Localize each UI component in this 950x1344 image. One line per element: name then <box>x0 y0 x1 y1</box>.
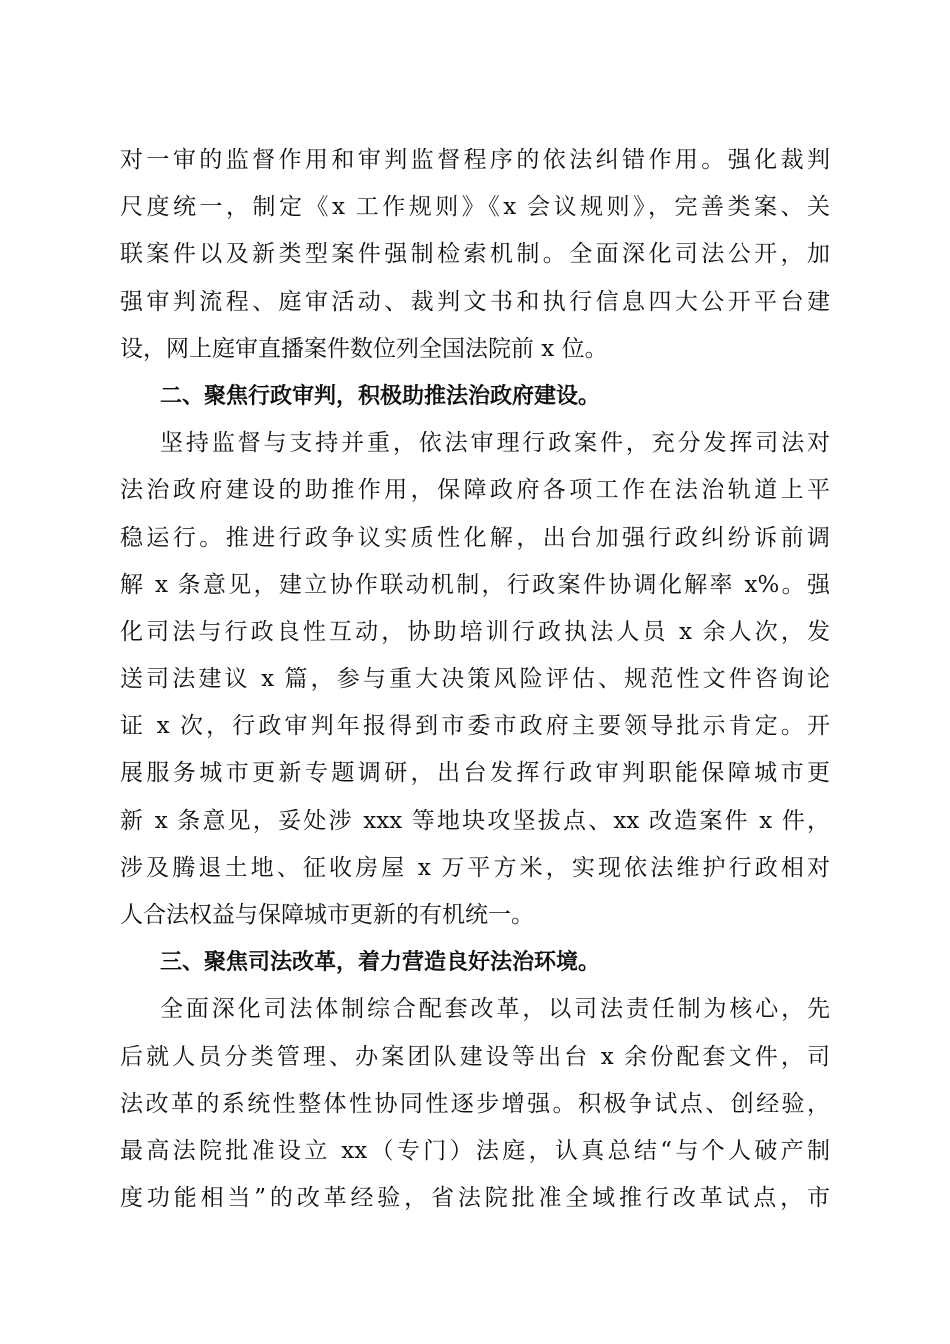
section-heading-3: 三、聚焦司法改革，着力营造良好法治环境。 <box>160 950 601 976</box>
paragraph-line: 联案件以及新类型案件强制检索机制。全面深化司法公开，加 <box>120 241 830 268</box>
paragraph-line: 新 x 条意见，妥处涉 xxx 等地块攻坚拔点、xx 改造案件 x 件， <box>120 807 830 834</box>
paragraph-line: 最高法院批准设立 xx（专门）法庭，认真总结“与个人破产制 <box>120 1137 830 1164</box>
paragraph-line: 解 x 条意见，建立协作联动机制，行政案件协调化解率 x%。强 <box>120 571 830 598</box>
paragraph-line: 送司法建议 x 篇，参与重大决策风险评估、规范性文件咨询论 <box>120 666 830 693</box>
paragraph-line: 涉及腾退土地、征收房屋 x 万平方米，实现依法维护行政相对 <box>120 854 830 881</box>
paragraph-line: 法治政府建设的助推作用，保障政府各项工作在法治轨道上平 <box>120 477 830 504</box>
paragraph-line: 法改革的系统性整体性协同性逐步增强。积极争试点、创经验， <box>120 1090 830 1117</box>
paragraph-line: 度功能相当”的改革经验，省法院批准全域推行改革试点，市 <box>120 1185 830 1212</box>
paragraph-line: 全面深化司法体制综合配套改革，以司法责任制为核心，先 <box>160 996 830 1023</box>
paragraph-line: 人合法权益与保障城市更新的有机统一。 <box>120 902 534 928</box>
paragraph-line: 坚持监督与支持并重，依法审理行政案件，充分发挥司法对 <box>160 430 830 457</box>
document-body <box>120 137 830 1222</box>
section-heading-2: 二、聚焦行政审判，积极助推法治政府建设。 <box>160 383 601 409</box>
paragraph-line: 展服务城市更新专题调研，出台发挥行政审判职能保障城市更 <box>120 760 830 787</box>
paragraph-line: 化司法与行政良性互动，协助培训行政执法人员 x 余人次，发 <box>120 618 830 645</box>
paragraph-line: 证 x 次，行政审判年报得到市委市政府主要领导批示肯定。开 <box>120 713 830 740</box>
paragraph-line: 设，网上庭审直播案件数位列全国法院前 x 位。 <box>120 335 608 362</box>
paragraph-line: 强审判流程、庭审活动、裁判文书和执行信息四大公开平台建 <box>120 288 830 315</box>
paragraph-line: 对一审的监督作用和审判监督程序的依法纠错作用。强化裁判 <box>120 147 830 173</box>
paragraph-line: 稳运行。推进行政争议实质性化解，出台加强行政纠纷诉前调 <box>120 524 830 551</box>
paragraph-line: 尺度统一，制定《x 工作规则》《x 会议规则》，完善类案、关 <box>120 194 830 221</box>
paragraph-line: 后就人员分类管理、办案团队建设等出台 x 余份配套文件，司 <box>120 1043 830 1070</box>
